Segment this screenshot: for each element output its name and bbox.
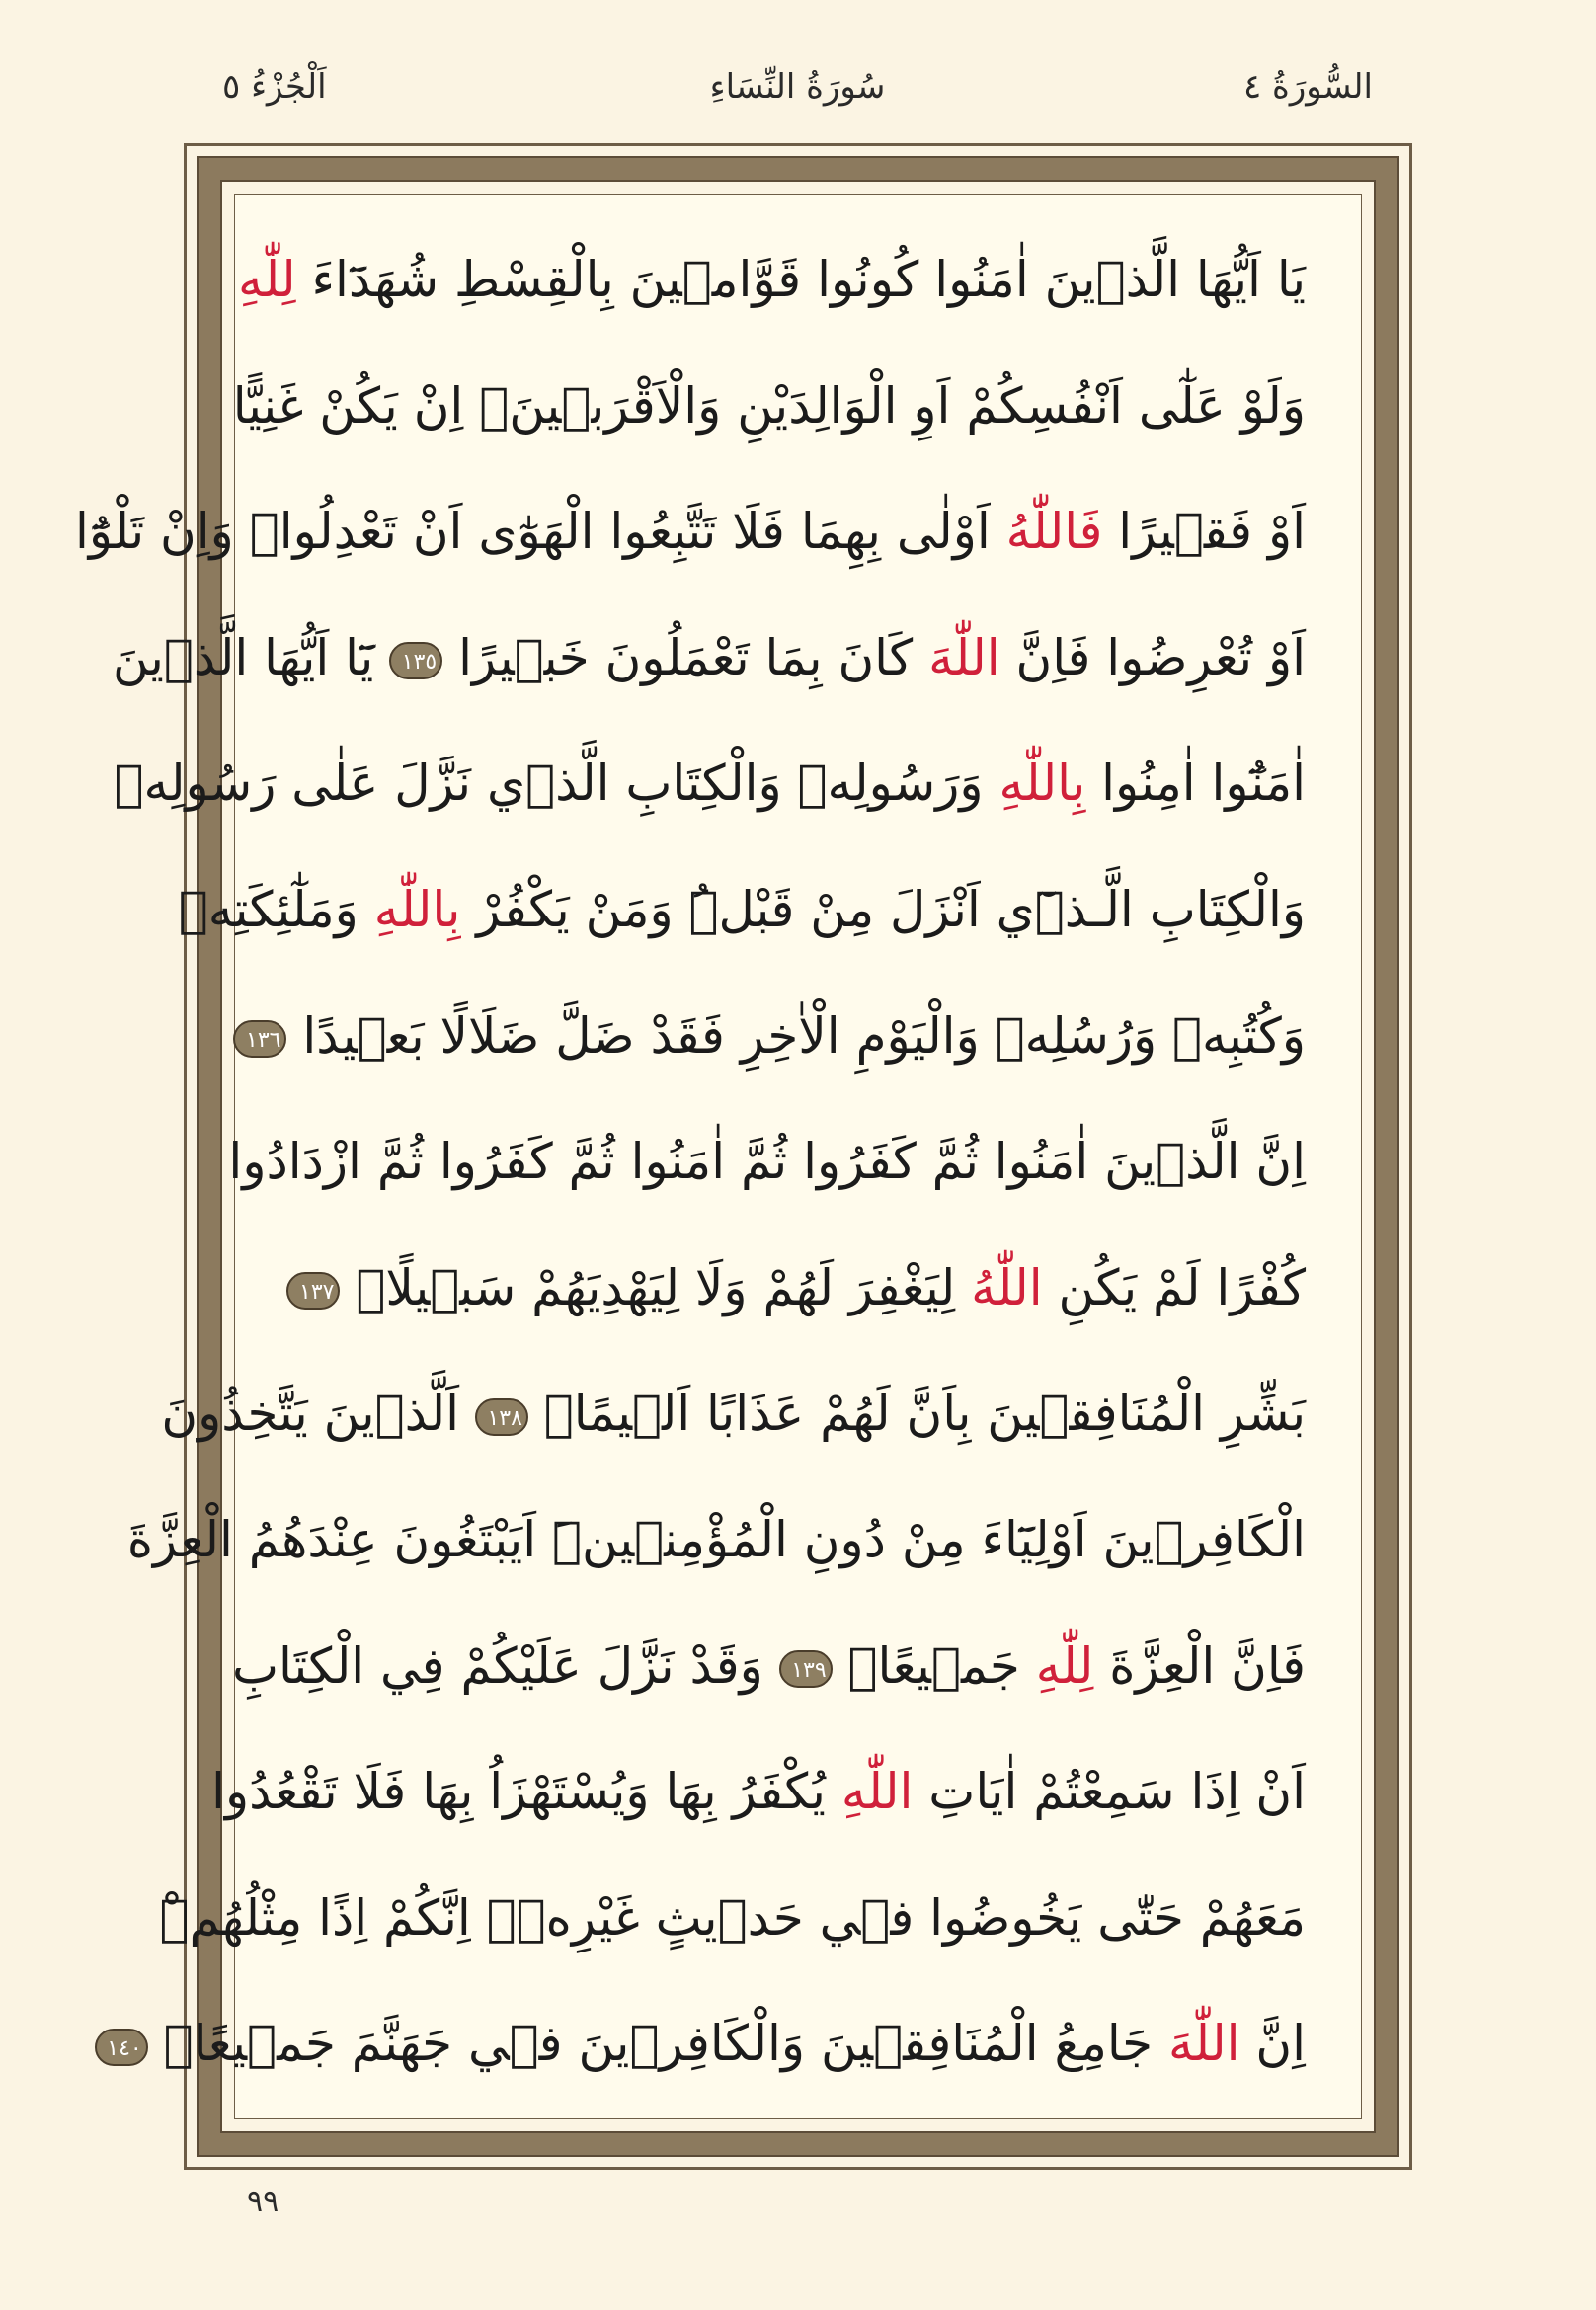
verse-text: الْكَافِر۪ينَ اَوْلِيَٓاءَ مِنْ دُونِ الْمُؤْمِن۪ينَۜ اَيَبْتَغُونَ عِنْدَهُمُ الْعِزَّةَ xyxy=(126,1510,1306,1568)
divine-name: اللّٰهِ xyxy=(840,1763,914,1821)
verse-text: جَامِعُ الْمُنَافِق۪ينَ وَالْكَافِر۪ينَ ف۪ي جَهَنَّمَ جَم۪يعًاۙ xyxy=(147,2015,1168,2073)
verse-line xyxy=(161,1383,1306,1445)
ayah-number-marker: ١٤٠ xyxy=(95,2029,148,2066)
verse-line xyxy=(246,1005,1306,1068)
verse-line xyxy=(238,249,1306,311)
verse-text: وَالْكِتَابِ الَّـذ۪ٓي اَنْزَلَ مِنْ قَبْلُۜ وَمَنْ يَكْفُرْ xyxy=(460,880,1306,938)
verse-text: اَوْلٰى بِهِمَا فَلَا تَتَّبِعُوا الْهَوٰٓى اَنْ تَعْدِلُواۚ وَاِنْ تَلْوُٓا xyxy=(74,503,1006,561)
page-number: ٩٩ xyxy=(247,2185,279,2219)
divine-name: اللّٰهُ xyxy=(971,1258,1043,1316)
verse-text: اَوْ فَق۪يرًا xyxy=(1102,503,1306,561)
verse-text: اَوْ تُعْرِضُوا فَاِنَّ xyxy=(999,628,1306,686)
verse-text: كَانَ بِمَا تَعْمَلُونَ خَب۪يرًا xyxy=(442,628,929,686)
verse-text: جَم۪يعًاۜ xyxy=(832,1636,1036,1695)
verse-line xyxy=(126,1509,1306,1571)
verse-line xyxy=(290,1257,1306,1319)
verse-text: وَرَسُولِه۪ وَالْكِتَابِ الَّذ۪ي نَزَّلَ عَلٰى رَسُولِه۪ xyxy=(114,755,999,813)
verse-text: يَٓا اَيُّهَا الَّذ۪ينَ xyxy=(112,628,390,686)
ayah-number-marker: ١٣٩ xyxy=(779,1650,833,1688)
frame-border-band xyxy=(74,156,1399,2157)
verse-text: يُكْفَرُ بِهَا وَيُسْتَهْزَاُ بِهَا فَلَا تَقْعُدُوا xyxy=(211,1763,841,1821)
ayah-number-marker: ١٣٥ xyxy=(389,642,442,679)
ayah-number-marker: ١٣٨ xyxy=(475,1398,528,1436)
verse-text: فَاِنَّ الْعِزَّةَ xyxy=(1093,1636,1306,1695)
text-panel xyxy=(74,194,1362,2119)
verse-text: بَشِّرِ الْمُنَافِق۪ينَ بِاَنَّ لَهُمْ عَذَابًا اَل۪يمًاۙ xyxy=(527,1385,1306,1443)
verse-lines xyxy=(74,249,1306,2075)
verse-line xyxy=(232,375,1306,438)
verse-text: وَقَدْ نَزَّلَ عَلَيْكُمْ فِي الْكِتَابِ xyxy=(231,1636,779,1695)
verse-text: اٰمَنُٓوا اٰمِنُوا xyxy=(1085,755,1306,813)
verse-line xyxy=(159,1887,1306,1950)
verse-text: اِنَّ xyxy=(1239,2015,1306,2073)
surah-name: سُورَةُ النِّسَاءِ xyxy=(709,67,886,107)
verse-line xyxy=(178,879,1306,941)
verse-line xyxy=(112,627,1306,689)
divine-name: لِلّٰهِ xyxy=(238,251,296,308)
juz-number: اَلْجُزْءُ ٥ xyxy=(222,67,327,107)
verse-line xyxy=(211,1761,1306,1823)
verse-text: وَمَلٰٓئِكَتِه۪ xyxy=(178,880,374,938)
divine-name: فَاللّٰهُ xyxy=(1005,503,1103,561)
verse-line xyxy=(231,1635,1306,1698)
divine-name: بِاللّٰهِ xyxy=(373,880,461,938)
verse-line xyxy=(107,2013,1306,2075)
divine-name: بِاللّٰهِ xyxy=(998,755,1086,813)
verse-text: يَا اَيُّهَا الَّذ۪ينَ اٰمَنُوا كُونُوا قَوَّام۪ينَ بِالْقِسْطِ شُهَدَٓاءَ xyxy=(295,251,1306,308)
verse-text: لِيَغْفِرَ لَهُمْ وَلَا لِيَهْدِيَهُمْ سَب۪يلًاۜ xyxy=(340,1258,972,1316)
divine-name: اللّٰهَ xyxy=(1167,2015,1240,2073)
verse-text: مَعَهُمْ حَتّٰى يَخُوضُوا ف۪ي حَد۪يثٍ غَيْرِه۪ۘ اِنَّكُمْ اِذًا مِثْلُهُمْۜ xyxy=(159,1888,1306,1947)
ayah-number-marker: ١٣٧ xyxy=(286,1272,340,1310)
verse-text: اِنَّ الَّذ۪ينَ اٰمَنُوا ثُمَّ كَفَرُوا ثُمَّ اٰمَنُوا ثُمَّ كَفَرُوا ثُمَّ ازْدَادُوا xyxy=(228,1133,1306,1191)
verse-line xyxy=(114,753,1306,815)
page-header xyxy=(222,67,1373,126)
frame-inner-line xyxy=(74,180,1376,2133)
verse-line xyxy=(74,501,1306,563)
verse-text: وَكُتُبِه۪ وَرُسُلِه۪ وَالْيَوْمِ الْاٰخِرِ فَقَدْ ضَلَّ ضَلَالًا بَع۪يدًا xyxy=(286,1006,1306,1065)
surah-number: السُّورَةُ ٤ xyxy=(1242,67,1373,107)
verse-line xyxy=(228,1131,1306,1193)
divine-name: لِلّٰهِ xyxy=(1035,1636,1094,1695)
verse-text: كُفْرًا لَمْ يَكُنِ xyxy=(1042,1258,1306,1316)
ayah-number-marker: ١٣٦ xyxy=(233,1020,286,1058)
divine-name: اللّٰهَ xyxy=(928,628,1000,686)
verse-text: اَلَّذ۪ينَ يَتَّخِذُونَ xyxy=(161,1385,475,1443)
verse-text: اَنْ اِذَا سَمِعْتُمْ اٰيَاتِ xyxy=(913,1763,1306,1821)
page-frame xyxy=(74,143,1412,2170)
verse-text: وَلَوْ عَلٰٓى اَنْفُسِكُمْ اَوِ الْوَالِدَيْنِ وَالْاَقْرَب۪ينَۚ اِنْ يَكُنْ غَنِيًّا xyxy=(232,376,1306,435)
